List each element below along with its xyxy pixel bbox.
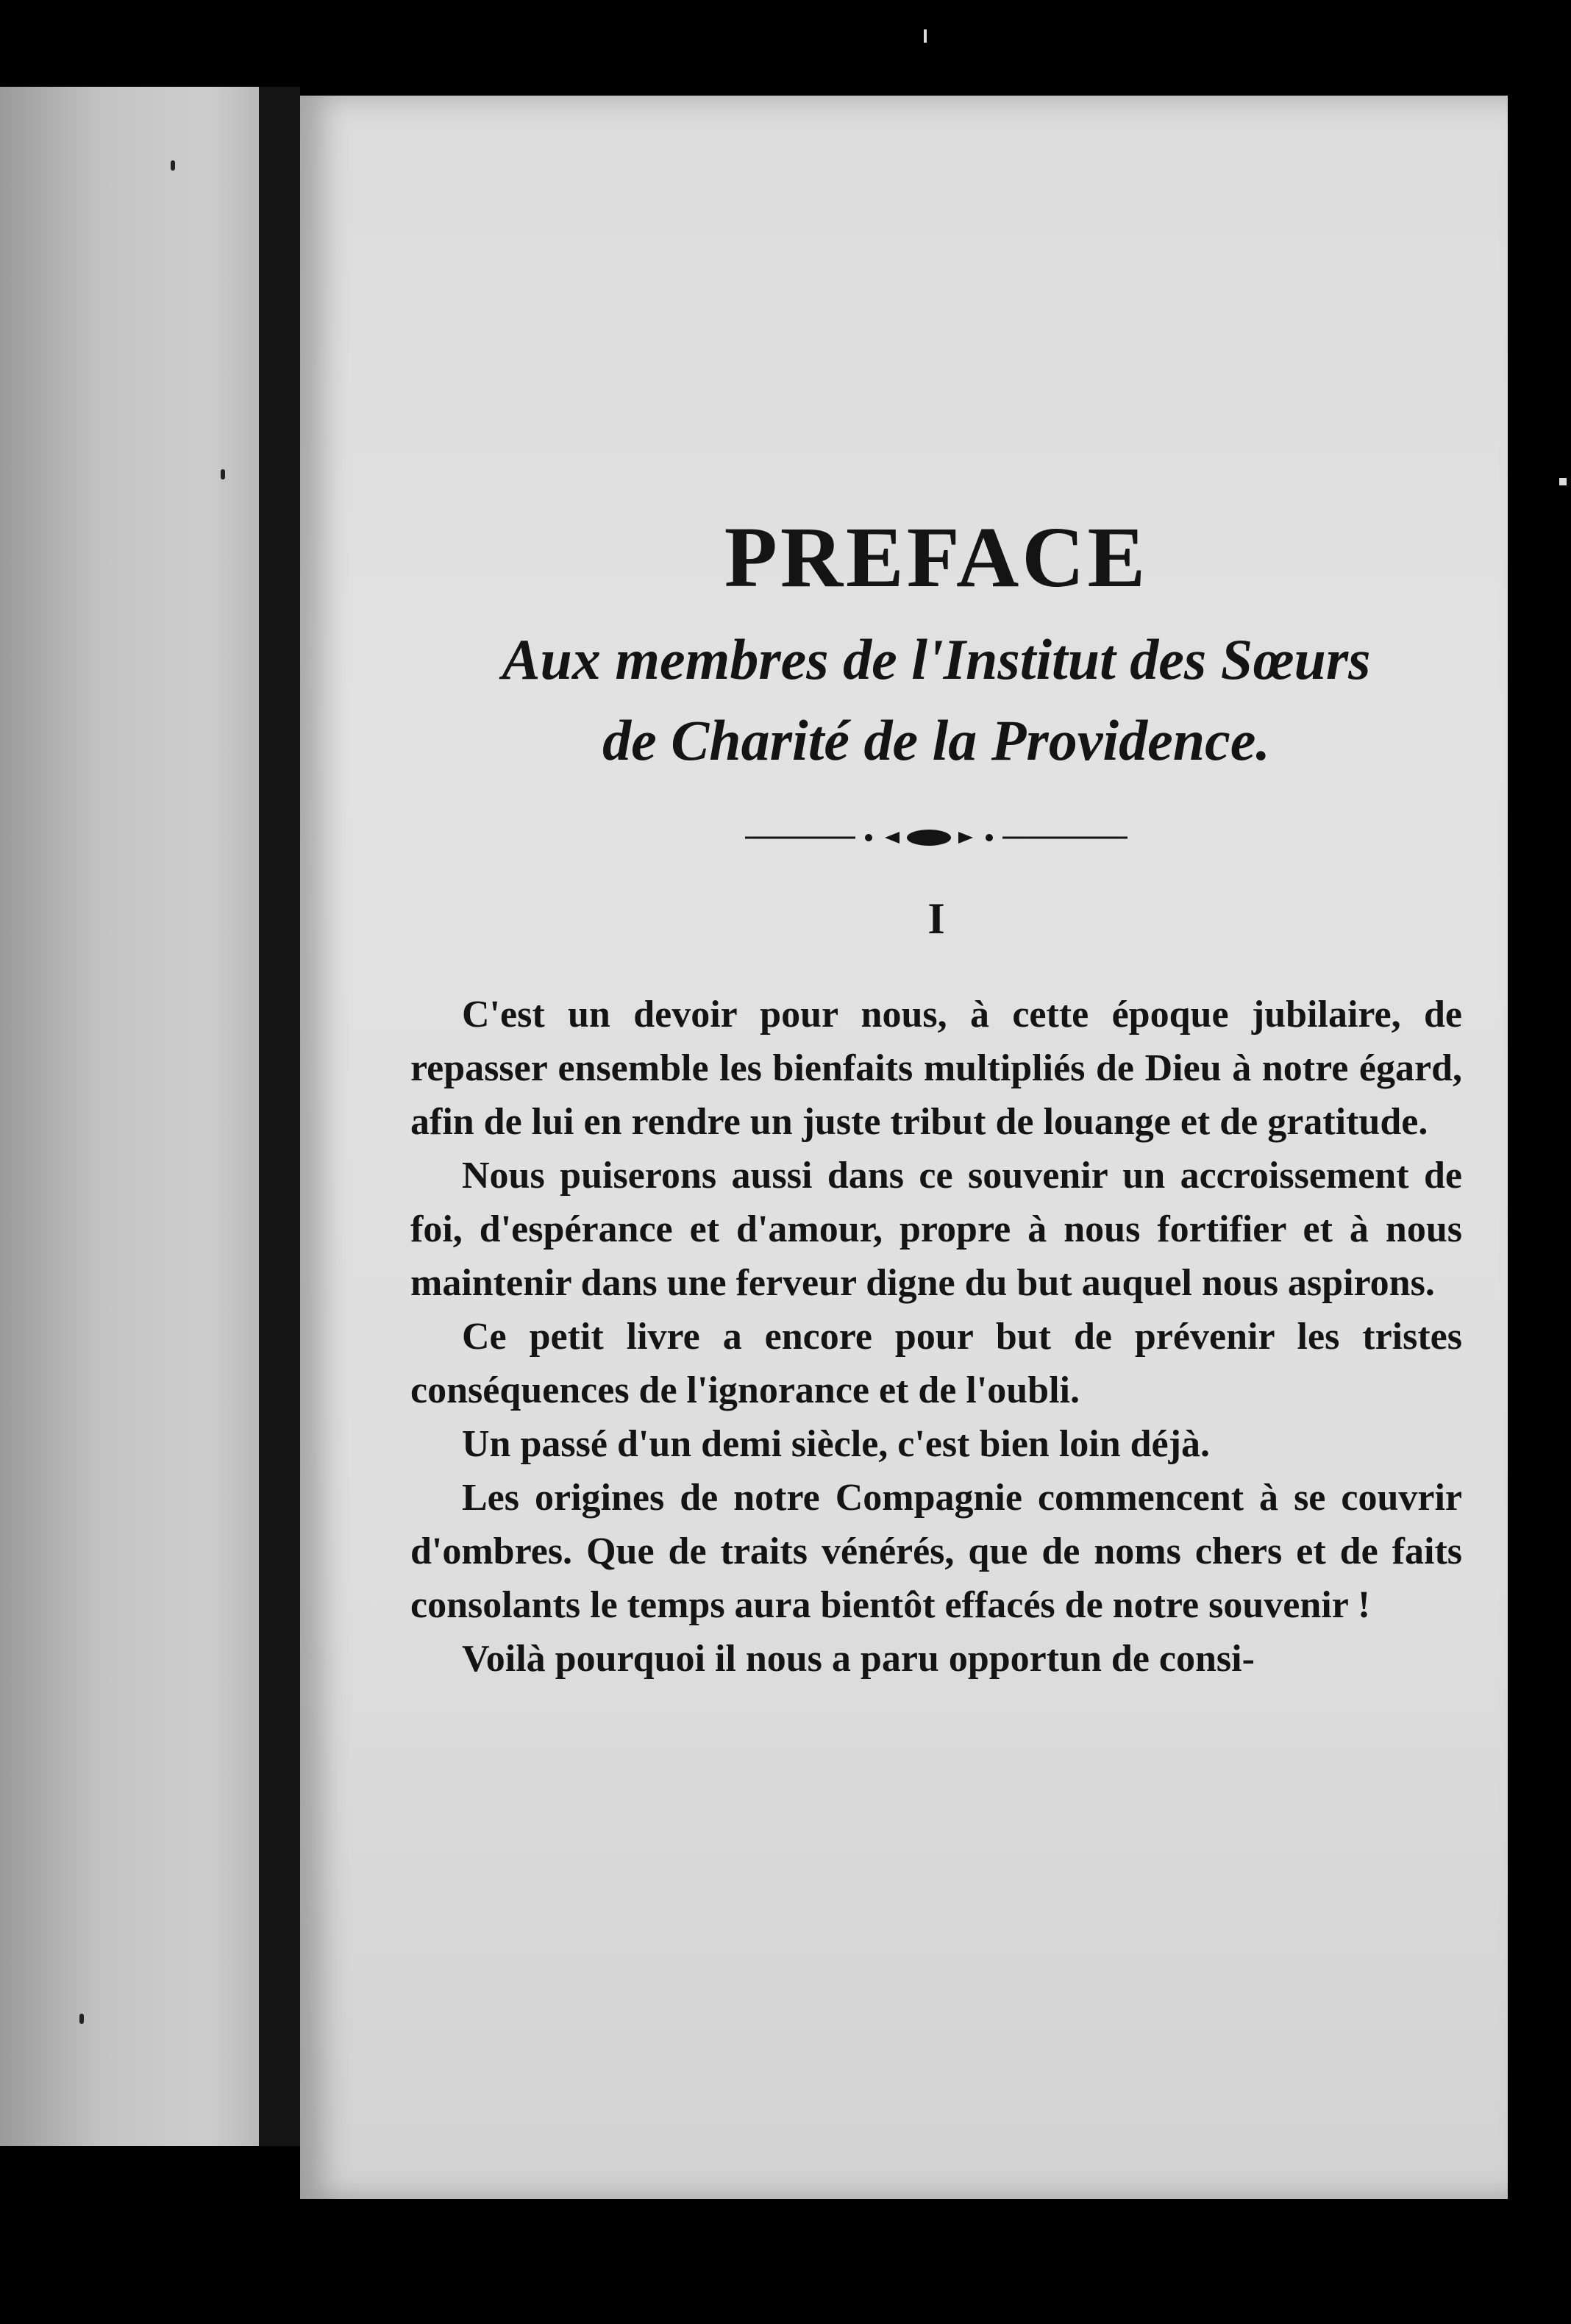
book-page — [300, 96, 1508, 2199]
paragraph: Un passé d'un demi siècle, c'est bien loin déjà. — [462, 1423, 1210, 1466]
preface-body — [410, 988, 1462, 1686]
page-speck — [221, 469, 225, 480]
paragraph: C'est un devoir pour nous, à cette époque jubilaire, de repasser ensemble les bienfaits multipliés de Dieu à notre égard, afin de lui en rendre un juste tribut de louange et de gratitude. — [410, 994, 1462, 1144]
page-speck — [171, 160, 175, 171]
dedication-line: de Charité de la Providence. — [602, 708, 1270, 773]
book-gutter — [259, 87, 300, 2146]
scan-mark — [924, 29, 927, 43]
paragraph: Voilà pourquoi il nous a paru opportun de consi- — [462, 1638, 1255, 1680]
paragraph: Nous puiserons aussi dans ce souvenir un accroissement de foi, d'espérance et d'amour, propre à nous fortifier et à nous maintenir dans une ferveur digne du but auquel nous aspirons. — [410, 1155, 1462, 1305]
paragraph: Les origines de notre Compagnie commencent à se couvrir d'ombres. Que de traits vénérés, que de noms chers et de faits consolants le temps aura bientôt effacés de notre souvenir ! — [410, 1477, 1462, 1627]
paragraph: Ce petit livre a encore pour but de prévenir les tristes conséquences de l'ignorance et de l'oubli. — [410, 1316, 1462, 1412]
page-title: PREFACE — [724, 509, 1149, 605]
dedication — [410, 619, 1462, 783]
page-content — [410, 507, 1462, 1686]
page-speck — [79, 2014, 84, 2024]
ornamental-divider — [745, 823, 1128, 852]
facing-page — [0, 87, 259, 2146]
scan-mark — [1559, 478, 1567, 485]
dedication-line: Aux membres de l'Institut des Sœurs — [502, 627, 1371, 691]
section-numeral: I — [927, 894, 945, 944]
